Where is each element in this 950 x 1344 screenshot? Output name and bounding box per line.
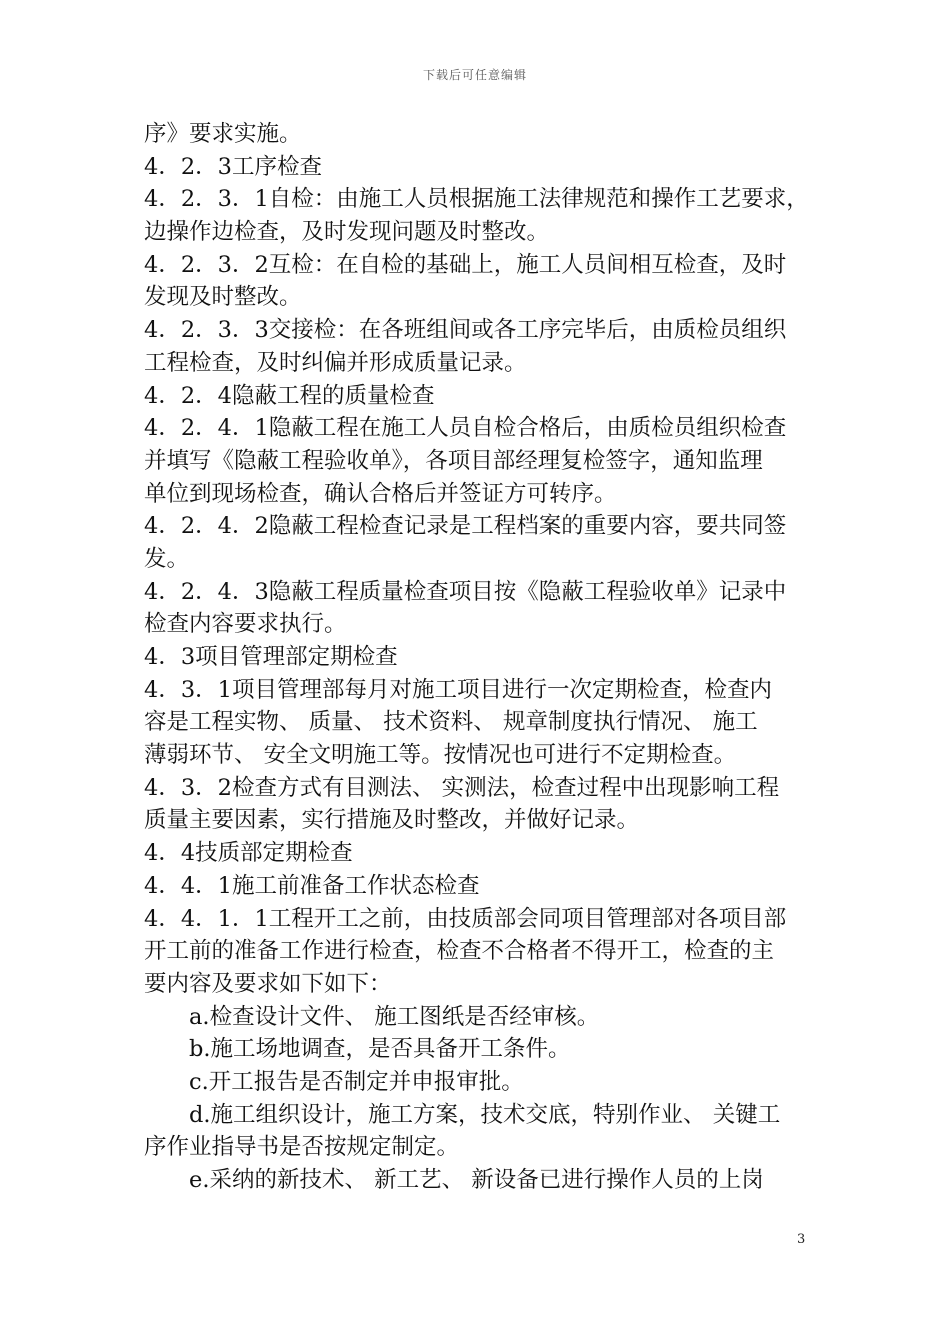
text-line: 检查内容要求执行。: [144, 611, 347, 638]
text-line: 发。: [144, 545, 190, 572]
text-line: d.施工组织设计，施工方案，技术交底，特别作业、 关键工: [189, 1101, 781, 1128]
body-text: [144, 118, 816, 1197]
text-line: 4．4．1施工前准备工作状态检查: [144, 872, 480, 899]
text-line: a.检查设计文件、 施工图纸是否经审核。: [189, 1003, 600, 1030]
text-line: 4．4技质部定期检查: [144, 840, 353, 867]
text-line: 4．2．4．3隐蔽工程质量检查项目按《隐蔽工程验收单》记录中: [144, 578, 787, 605]
text-line: 4．2．3．3交接检：在各班组间或各工序完毕后，由质检员组织: [144, 317, 787, 344]
text-line: 并填写《隐蔽工程验收单》，各项目部经理复检签字，通知监理: [144, 447, 763, 474]
text-line: 4．2．4隐蔽工程的质量检查: [144, 382, 435, 409]
text-line: 单位到现场检查，确认合格后并签证方可转序。: [144, 480, 617, 507]
page-header: 下载后可任意编辑: [422, 68, 527, 82]
text-line: 4．2．3．1自检：由施工人员根据施工法律规范和操作工艺要求，: [144, 186, 809, 213]
text-line: 容是工程实物、 质量、 技术资料、 规章制度执行情况、 施工: [144, 709, 758, 736]
text-line: 4．3．2检查方式有目测法、 实测法，检查过程中出现影响工程: [144, 774, 780, 801]
text-line: 4．2．4．2隐蔽工程检查记录是工程档案的重要内容，要共同签: [144, 513, 787, 540]
text-line: 4．3．1项目管理部每月对施工项目进行一次定期检查，检查内: [144, 676, 772, 703]
page-number: 3: [797, 1232, 806, 1247]
text-line: b.施工场地调查，是否具备开工条件。: [189, 1036, 571, 1063]
text-line: 4．2．3．2互检：在自检的基础上，施工人员间相互检查，及时: [144, 251, 787, 278]
text-line: 序作业指导书是否按规定制定。: [144, 1134, 460, 1161]
text-line: 4．2．4．1隐蔽工程在施工人员自检合格后，由质检员组织检查: [144, 415, 787, 442]
text-line: 边操作边检查，及时发现问题及时整改。: [144, 219, 550, 246]
text-line: 4．4．1．1工程开工之前，由技质部会同项目管理部对各项目部: [144, 905, 787, 932]
text-line: 序》要求实施。: [144, 121, 302, 147]
text-line: e.采纳的新技术、 新工艺、 新设备已进行操作人员的上岗: [189, 1167, 764, 1193]
text-line: 4．2．3工序检查: [144, 153, 322, 180]
text-line: 开工前的准备工作进行检查，检查不合格者不得开工，检查的主: [144, 938, 775, 965]
text-line: 发现及时整改。: [144, 284, 302, 311]
text-line: 工程检查，及时纠偏并形成质量记录。: [144, 349, 527, 376]
text-line: 要内容及要求如下如下：: [144, 970, 392, 997]
text-line: 质量主要因素，实行措施及时整改，并做好记录。: [144, 807, 640, 834]
text-line: 4．3项目管理部定期检查: [144, 644, 398, 670]
text-line: 薄弱环节、 安全文明施工等。按情况也可进行不定期检查。: [144, 742, 737, 769]
text-line: c.开工报告是否制定并申报审批。: [189, 1068, 524, 1095]
